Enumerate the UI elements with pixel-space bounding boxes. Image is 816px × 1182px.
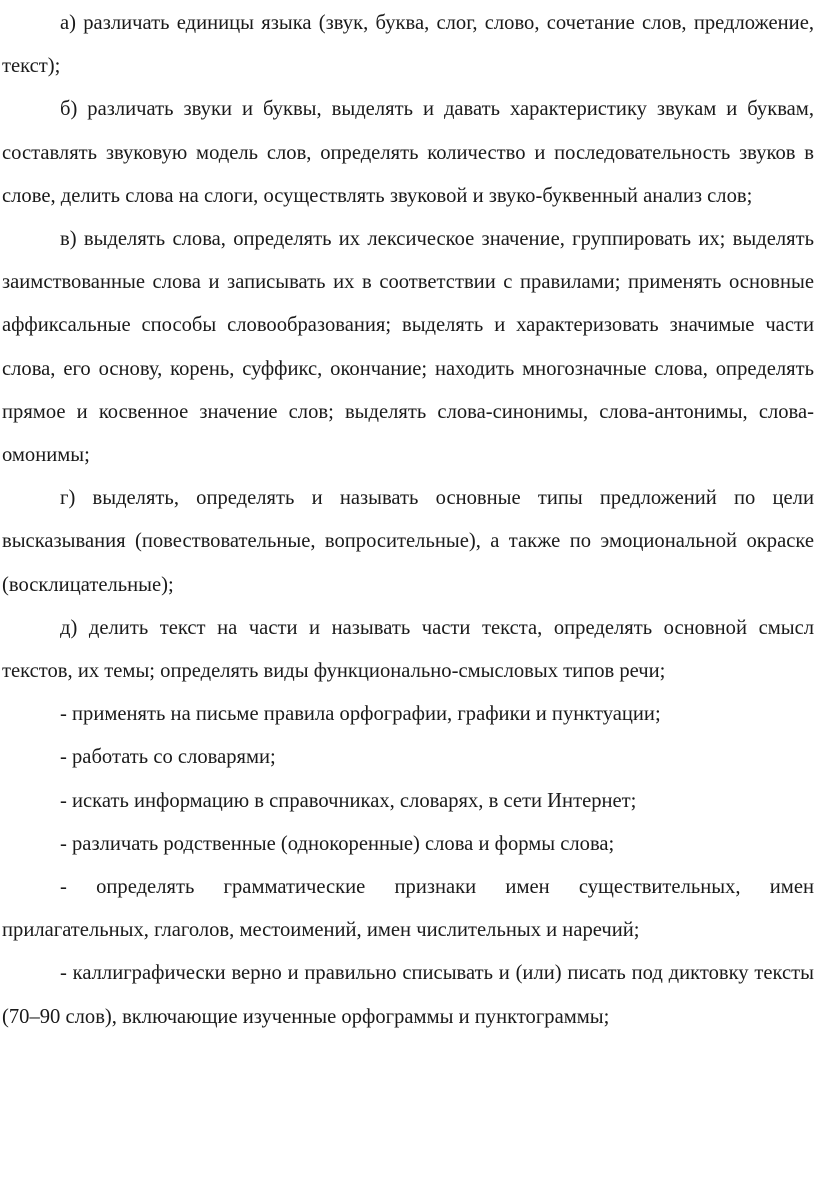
paragraph-b: б) различать звуки и буквы, выделять и давать характеристику звукам и буквам, составлять звуковую модель слов, определять количество и последовательность звуков в слове, делить слова на слоги, осуществлять звуковой и звуко-буквенный анализ слов; (2, 98, 814, 207)
list-item-information-search: - искать информацию в справочниках, словарях, в сети Интернет; (60, 789, 637, 812)
paragraph-a: а) различать единицы языка (звук, буква, слог, слово, сочетание слов, предложение, текст); (2, 12, 814, 78)
paragraph-g: г) выделять, определять и называть основные типы предложений по цели высказывания (повествовательные, вопросительные), а также по эмоциональной окраске (восклицательные); (2, 487, 814, 596)
paragraph-d: д) делить текст на части и называть части текста, определять основной смысл текстов, их темы; определять виды функционально-смысловых типов речи; (2, 616, 814, 683)
paragraph-v: в) выделять слова, определять их лексическое значение, группировать их; выделять заимствованные слова и записывать их в соответствии с правилами; применять основные аффиксальные способы словообразования; выделять и характеризовать значимые части слова, его основу, корень, суффикс, окончание; находить многозначные слова, определять прямое и косвенное значение слов; выделять слова-синонимы, слова-антонимы, слова-омонимы; (2, 228, 814, 467)
list-item-dictionaries: - работать со словарями; (60, 746, 276, 769)
list-item-related-words: - различать родственные (однокоренные) слова и формы слова; (60, 832, 615, 855)
list-item-orthography: - применять на письме правила орфографии, графики и пунктуации; (60, 703, 661, 726)
list-item-grammar-features: - определять грамматические признаки имен существительных, имен прилагательных, глаголов, местоимений, имен числительных и наречий; (2, 876, 814, 942)
list-item-calligraphy: - каллиграфически верно и правильно списывать и (или) писать под диктовку тексты (70–90 слов), включающие изученные орфограммы и пунктограммы; (2, 962, 814, 1028)
